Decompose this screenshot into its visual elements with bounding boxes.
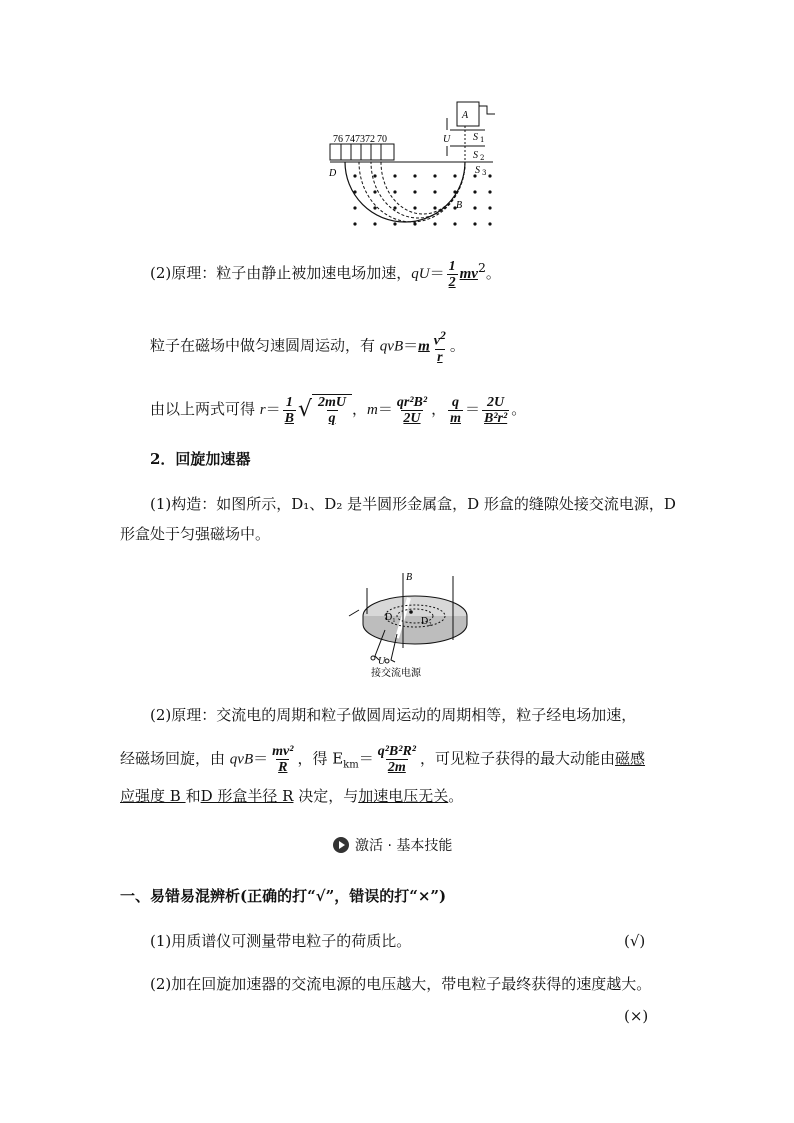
fig2-caption: 接交流电源 (371, 668, 421, 679)
fig1-label-s3: S (475, 165, 480, 176)
cyclotron-principle-line-1: (2)原理：交流电的周期和粒子做圆周运动的周期相等，粒子经电场加速， (150, 706, 637, 724)
p5-mid2: 和 (185, 787, 201, 805)
fig1-label-b: B (456, 200, 463, 211)
sqrt-term: √ $\frac{2mU}{q}$ (298, 394, 352, 426)
p5-frac1 (270, 744, 295, 775)
fig1-label-76: 76 (333, 134, 343, 145)
p5-eq1: ＝ (253, 749, 269, 768)
play-icon (333, 837, 349, 853)
fig1-label-74: 74 (345, 134, 355, 145)
p3-frac4 (482, 395, 509, 426)
p5-f2-den: 2m (387, 760, 406, 775)
p3-sqrt-num: 2mU (318, 395, 347, 410)
p3-eq3: ＝ (464, 400, 480, 418)
cyclotron-figure (345, 568, 475, 680)
list-item (150, 931, 411, 951)
p2-lhs: qvB (379, 338, 404, 355)
cyclotron-principle-line-2 (120, 744, 645, 776)
p3-prefix: 由以上两式可得 (150, 400, 260, 418)
fig1-label-u: U (443, 134, 451, 145)
p3-r: r (259, 402, 266, 418)
p5-f1-den: R (278, 760, 288, 775)
principle-line-1 (150, 258, 501, 290)
fig1-label-s1-sub: 1 (480, 136, 485, 144)
p2-num-sup: 2 (440, 329, 446, 342)
p3-f4-num: 2U (487, 394, 505, 410)
principle-prefix: (2)原理：粒子由静止被加速电场加速， (150, 264, 412, 282)
eq-sign: ＝ (429, 264, 445, 282)
p3-end: 。 (511, 400, 527, 418)
p5-mid: ，得 E (297, 749, 344, 768)
p5-prefix: 经磁场回旋，由 (120, 749, 230, 768)
fig1-label-d: D (329, 168, 337, 179)
p3-sep1: ， (352, 400, 368, 418)
p2-end: 。 (449, 336, 465, 355)
p3-eq1: ＝ (265, 400, 281, 418)
derived-formulas-line (150, 394, 526, 426)
p3-f1-den: B (284, 410, 294, 426)
p3-frac3 (448, 395, 463, 426)
fig1-label-a: A (462, 110, 469, 121)
item-1-text: (1)用质谱仪可测量带电粒子的荷质比。 (150, 932, 412, 950)
p5-end: 。 (448, 787, 464, 805)
true-false-heading: 一、易错易混辨析(正确的打“√”，错误的打“×”) (120, 887, 447, 905)
p3-f3-den: m (450, 410, 461, 426)
p5-underline-2: 应强度 B (120, 787, 186, 805)
eq-lhs: qU (411, 266, 430, 282)
p3-sqrt-frac (316, 395, 348, 426)
p2-fraction (432, 328, 448, 365)
item-1-mark: (√) (624, 932, 646, 950)
item-2-mark: (×) (624, 1007, 649, 1025)
construction-line-2: 形盒处于匀强磁场中。 (120, 525, 271, 543)
p2-den: r (437, 349, 443, 365)
p3-sep2: ， (431, 400, 447, 418)
p3-f4-den: B²r² (484, 410, 508, 426)
p2-prefix: 粒子在磁场中做匀速圆周运动，有 (150, 336, 380, 355)
fig1-label-72: 72 (365, 134, 375, 145)
p3-frac1 (283, 395, 296, 426)
fig2-label-d1: D₁ (385, 612, 396, 623)
fig1-label-s2: S (473, 150, 478, 161)
p5-rest: ，可见粒子获得的最大动能由 (420, 749, 616, 768)
fig2-label-u: U (378, 656, 386, 667)
p5-underline-4: 加速电压无关 (358, 787, 449, 805)
fig1-label-s2-sub: 2 (480, 154, 485, 162)
p5-mid3: 决定，与 (293, 787, 359, 805)
p5-underline-3: D 形盒半径 R (200, 787, 294, 805)
p5-f2-num: q²B²R² (377, 744, 416, 759)
fig1-label-s3-sub: 3 (482, 169, 487, 177)
p3-m: m (367, 402, 378, 418)
p2-eq: ＝ (403, 336, 419, 355)
fig1-label-s1: S (473, 132, 478, 143)
p2-m: m (418, 338, 430, 355)
p3-f3-num: q (452, 394, 460, 410)
principle-line-2 (150, 328, 465, 365)
item-2-text: (2)加在回旋加速器的交流电源的电压越大，带电粒子最终获得的速度越大。 (150, 975, 652, 993)
p3-f2-num: qr²B² (396, 394, 428, 410)
section-heading-cyclotron: 2．回旋加速器 (150, 450, 251, 468)
half-fraction: $\frac{1}{2}$ (448, 258, 456, 290)
cyclotron-principle-line-3 (120, 786, 463, 806)
p5-eq2: ＝ (358, 749, 374, 768)
mv-term: mv (459, 266, 478, 282)
p3-f2-den: 2U (403, 410, 421, 426)
p5-f1-num: mv² (272, 744, 294, 759)
fig1-label-73: 73 (355, 134, 365, 145)
p3-sqrt-den: q (328, 411, 336, 426)
p1-end: 。 (485, 264, 501, 282)
p3-eq2: ＝ (377, 400, 393, 418)
p5-lhs: qvB (229, 751, 254, 768)
construction-line-1: (1)构造：如图所示，D₁、D₂ 是半圆形金属盒，D 形盒的缝隙处接交流电源，D (150, 495, 676, 513)
mass-spectrometer-figure (325, 100, 495, 232)
fig2-label-d2: D₂ (421, 616, 432, 627)
p5-frac2 (376, 744, 418, 775)
fig1-label-70: 70 (377, 134, 387, 145)
p3-frac2 (395, 395, 429, 426)
list-item (150, 974, 651, 994)
p2-num: v (433, 333, 441, 349)
p3-f1-num: 1 (285, 394, 293, 410)
p5-sub: km (343, 759, 359, 771)
section-activate-skills (333, 835, 452, 855)
mv-sup: 2 (477, 260, 486, 275)
section-title: 激活 · 基本技能 (355, 838, 453, 854)
fig2-label-b: B (406, 572, 413, 583)
p5-underline-1: 磁感 (615, 749, 646, 768)
